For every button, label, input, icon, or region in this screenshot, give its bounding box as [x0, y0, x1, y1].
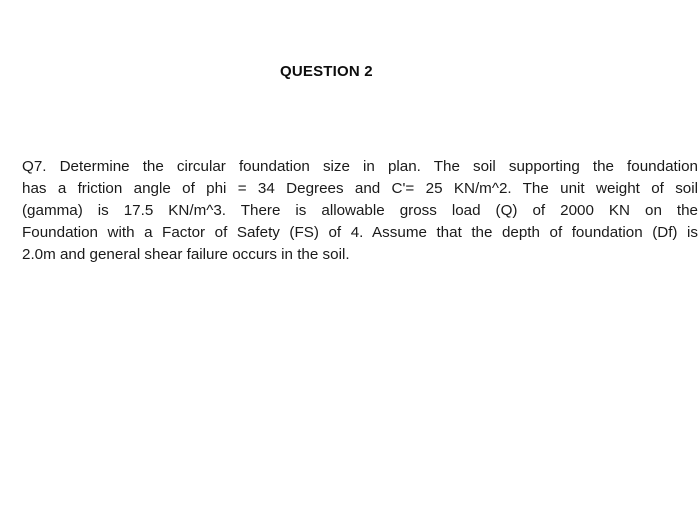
question-line: (gamma) is 17.5 KN/m^3. There is allowable gross load (Q) of 2000 KN on the	[22, 202, 698, 219]
question-line: Q7. Determine the circular foundation size in plan. The soil supporting the foundation	[22, 158, 698, 175]
question-text	[22, 156, 698, 266]
question-line: has a friction angle of phi = 34 Degrees and C'= 25 KN/m^2. The unit weight of soil	[22, 180, 698, 197]
question-line: Foundation with a Factor of Safety (FS) of 4. Assume that the depth of foundation (Df) is	[22, 224, 698, 241]
question-line: 2.0m and general shear failure occurs in the soil.	[22, 246, 350, 263]
question-heading: QUESTION 2	[280, 63, 373, 80]
